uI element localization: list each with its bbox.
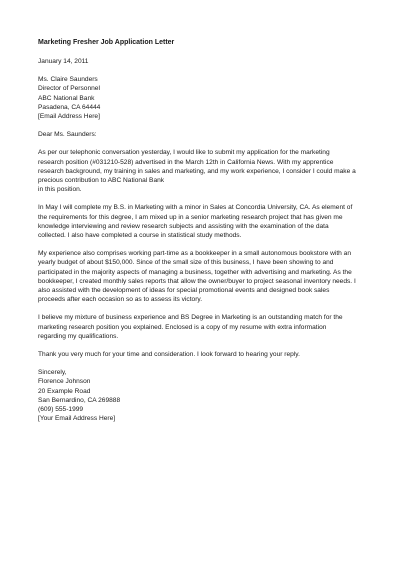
body-paragraph-5 bbox=[38, 350, 373, 359]
paragraph-line: bookkeeper, I created monthly sales reports that allow the owner/buyer to project seasonal inventory needs. I bbox=[38, 277, 356, 285]
signature-line: San Bernardino, CA 269888 bbox=[38, 396, 121, 404]
body-paragraph-1 bbox=[38, 148, 373, 194]
signature-block bbox=[38, 368, 373, 423]
paragraph-line: As per our telephonic conversation yesterday, I would like to submit my application for the marketing bbox=[38, 149, 330, 157]
recipient-line: Pasadena, CA 64444 bbox=[38, 103, 101, 111]
recipient-line: [Email Address Here] bbox=[38, 113, 100, 121]
paragraph-line: proceeds after each occasion so as to assess its victory. bbox=[38, 296, 203, 304]
recipient-line: Ms. Claire Saunders bbox=[38, 76, 98, 84]
paragraph-line: knowledge interviewing and review research subjects and assisting with the examination of the data bbox=[38, 222, 329, 230]
body-paragraph-3 bbox=[38, 249, 373, 304]
recipient-line: ABC National Bank bbox=[38, 94, 95, 102]
paragraph-line: My experience also comprises working part-time as a bookkeeper in a small autonomous bookstore with an bbox=[38, 250, 351, 258]
salutation bbox=[38, 130, 373, 139]
paragraph-line: I believe my mixture of business experience and BS Degree in Marketing is an outstanding match for the bbox=[38, 314, 343, 322]
signature-line: [Your Email Address Here] bbox=[38, 415, 116, 423]
recipient-address bbox=[38, 75, 373, 121]
date-line: January 14, 2011 bbox=[38, 58, 89, 65]
paragraph-line: precious contribution to ABC National Bank bbox=[38, 177, 165, 185]
signature-line: (609) 555-1999 bbox=[38, 406, 84, 414]
salutation-line: Dear Ms. Saunders: bbox=[38, 131, 97, 139]
paragraph-line: also assisted with the development of ideas for special promotional events and designed book sales bbox=[38, 287, 330, 295]
paragraph-line: collected. I also have completed a course in statistical study methods. bbox=[38, 232, 242, 240]
paragraph-line: in this position. bbox=[38, 186, 82, 194]
body-paragraph-4 bbox=[38, 313, 373, 341]
paragraph-line: participated in the majority aspects of managing a business, together with advertising and marketing. As the bbox=[38, 268, 352, 276]
signature-line: 20 Example Road bbox=[38, 387, 91, 395]
paragraph-line: marketing research position you explained. Enclosed is a copy of my resume with extra information bbox=[38, 323, 327, 331]
letter-title: Marketing Fresher Job Application Letter bbox=[38, 39, 175, 46]
paragraph-line: the requirements for this degree, I am mixed up in a senior marketing research project that has given me bbox=[38, 213, 343, 221]
signature-line: Florence Johnson bbox=[38, 378, 91, 386]
paragraph-line: Thank you very much for your time and consideration. I look forward to hearing your reply. bbox=[38, 351, 300, 359]
paragraph-line: In May I will complete my B.S. in Marketing with a minor in Sales at Concordia University, CA. As element of bbox=[38, 204, 353, 212]
signature-line: Sincerely, bbox=[38, 369, 67, 377]
paragraph-line: yearly budget of about $150,000. Since of the small size of this business, I have been showing to and bbox=[38, 259, 334, 267]
paragraph-line: regarding my qualifications. bbox=[38, 332, 119, 340]
letter-date bbox=[38, 57, 373, 66]
recipient-line: Director of Personnel bbox=[38, 85, 100, 93]
body-paragraph-2 bbox=[38, 203, 373, 240]
paragraph-line: research position (#031210-528) advertised in the March 12th in California News. With my apprentice bbox=[38, 158, 334, 166]
paragraph-line: research background, my training in sales and marketing, and my work experience, I consider I could make a bbox=[38, 167, 356, 175]
